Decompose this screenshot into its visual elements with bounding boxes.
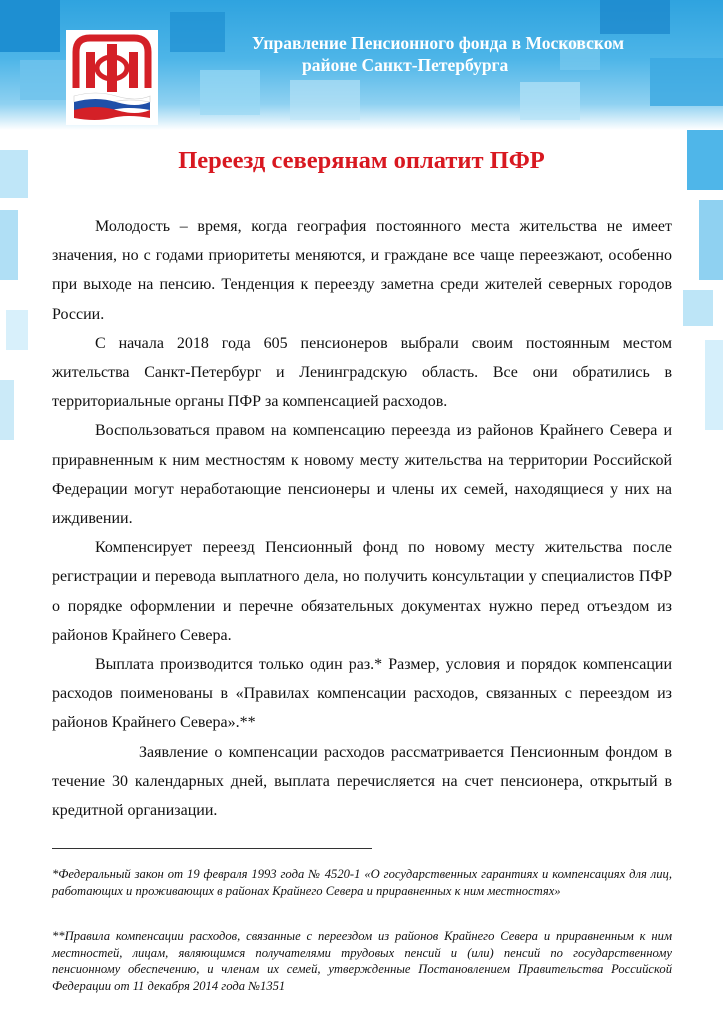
- footnote-divider: [52, 848, 372, 849]
- paragraph: Выплата производится только один раз.* Размер, условия и порядок компенсации расходов поименованы в «Правилах компенсации расходов, связанных с переездом из районов Крайнего Севера».**: [52, 656, 672, 732]
- organization-name: [230, 32, 700, 76]
- right-decoration: [677, 120, 723, 1024]
- paragraph: Компенсирует переезд Пенсионный фонд по новому месту жительства после регистрации и перевода выплатного дела, но получить консультации у специалистов ПФР о порядке оформлении и перечне обязательных документах нужно перед отъездом из районов Крайнего Севера.: [52, 539, 672, 644]
- paragraph: С начала 2018 года 605 пенсионеров выбрали своим постоянным местом жительства Санкт-Петербург и Ленинградскую область. Все они обратились в территориальные органы ПФР за компенсацией расходов.: [52, 334, 672, 411]
- org-line-1: Управление Пенсионного фонда в Московском: [252, 33, 625, 53]
- article-title: Переезд северянам оплатит ПФР: [178, 147, 545, 174]
- footnote-1: *Федеральный закон от 19 февраля 1993 года № 4520-1 «О государственных гарантиях и компенсациях для лиц, работающих и проживающих в районах Крайнего Севера и приравненных к ним местностях»: [52, 867, 672, 898]
- left-decoration: [0, 120, 40, 1024]
- paragraph: Молодость – время, когда география постоянного места жительства не имеет значения, но с годами приоритеты меняются, и граждане все чаще переезжают, особенно при выходе на пенсию. Тенденция к переезду заметна среди жителей северных городов России.: [52, 218, 672, 323]
- paragraph: Заявление о компенсации расходов рассматривается Пенсионным фондом в течение 30 календарных дней, выплата перечисляется на счет пенсионера, открытый в кредитной организации.: [52, 743, 672, 820]
- pfr-logo-graphic: [66, 30, 158, 125]
- pfr-logo: [66, 30, 158, 125]
- org-line-2: районе Санкт-Петербурга: [302, 55, 509, 75]
- paragraph: Воспользоваться правом на компенсацию переезда из районов Крайнего Севера и приравненным к ним местностям к новому месту жительства на территории Российской Федерации могут неработающие пенсионеры и члены их семей, находящиеся у них на иждивении.: [52, 422, 672, 528]
- footnote-2: **Правила компенсации расходов, связанные с переездом из районов Крайнего Севера и приравненным к ним местностей, лицам, являющимся получателями трудовых пенсий и (или) пенсий по государственному пенсионному обеспечению, и членам их семей, утвержденные Постановлением Правительства Российской Федерации от 11 декабря 2014 года №1351: [52, 929, 672, 993]
- article-body: [52, 212, 672, 825]
